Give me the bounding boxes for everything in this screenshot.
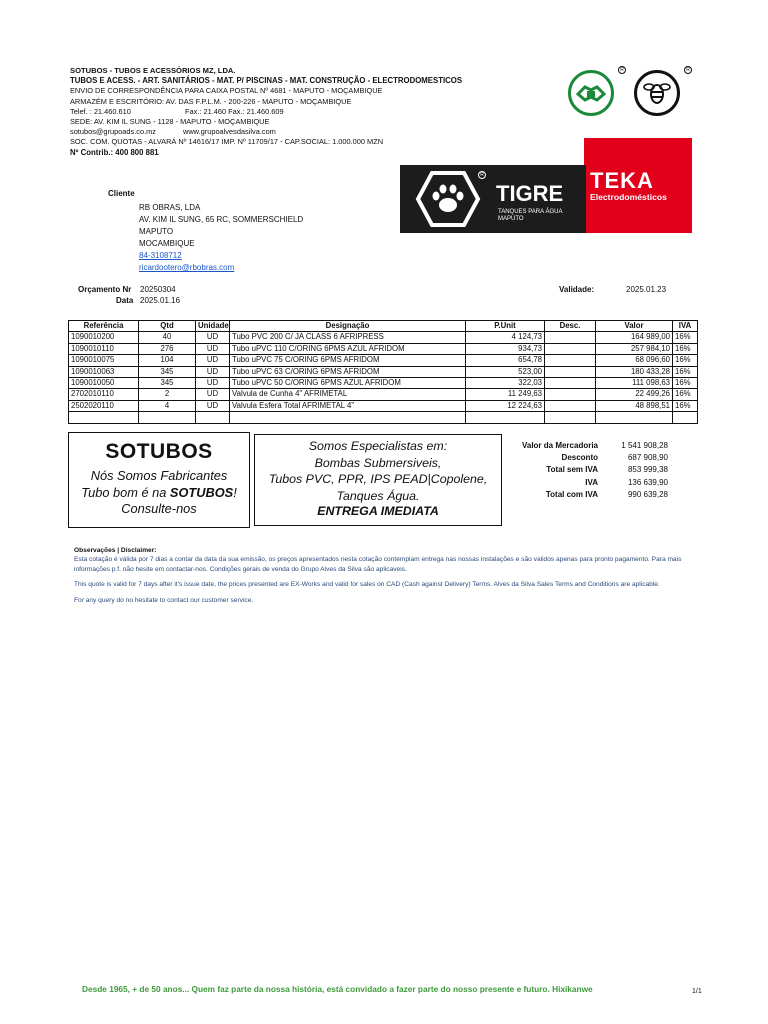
cell-value: 180 433,28 (596, 366, 673, 377)
total-label: Desconto (561, 453, 598, 463)
total-label: Total com IVA (545, 489, 598, 499)
column-header: IVA (673, 321, 698, 332)
table-row (69, 400, 698, 411)
teka-subtitle: Electrodomésticos (590, 192, 667, 202)
cell-qtd: 104 (139, 355, 196, 366)
spec-line1: Bombas Submersiveis, (314, 455, 442, 470)
client-email-link[interactable]: ricardootero@rbobras.com (139, 263, 235, 272)
specialists-promo-box (254, 434, 502, 526)
company-header (70, 66, 462, 158)
table-row (69, 332, 698, 343)
footer-slogan: Desde 1965, + de 50 anos... Quem faz parte da nossa história, está convidado a fazer parte do nosso presente e futuro. Hixikanwe (82, 984, 593, 994)
cell-unit: UD (196, 343, 230, 354)
cell-ref: 2702010110 (69, 389, 139, 400)
cell-unit-price: 654,78 (466, 355, 545, 366)
disclaimer-block (74, 546, 704, 611)
cell-discount (545, 343, 596, 354)
tigre-wordmark: TIGRE (496, 181, 564, 206)
table-row (69, 389, 698, 400)
column-header: Referência (69, 321, 139, 332)
quote-date: 2025.01.16 (140, 296, 181, 305)
validity-date: 2025.01.23 (626, 285, 667, 294)
spec-line3: Tanques Água. (336, 488, 420, 503)
company-contact-line (70, 127, 462, 137)
cell-unit-price: 11 249,63 (466, 389, 545, 400)
spec-line2: Tubos PVC, PPR, IPS PEAD|Copolene, (268, 472, 488, 486)
total-value: 136 639,90 (627, 477, 668, 487)
company-tagline: TUBOS E ACESS. - ART. SANITÁRIOS - MAT. P/ PISCINAS - MAT. CONSTRUÇÃO - ELECTRODOMESTICOS (70, 76, 463, 86)
cell-unit: UD (196, 366, 230, 377)
cell-discount (545, 366, 596, 377)
cell-ref: 1090010110 (69, 343, 139, 354)
cell-value: 48 898,51 (596, 400, 673, 411)
client-block (108, 188, 303, 274)
cell-value: 164 989,00 (596, 332, 673, 343)
cell-value: 111 098,63 (596, 378, 673, 389)
tigre-logo (400, 165, 586, 233)
cell-ref: 1090010050 (69, 378, 139, 389)
cell-designation: Tubo uPVC 50 C/ORING 6PMS AZUL AFRIDOM (230, 378, 466, 389)
totals-row (500, 464, 668, 476)
spec-title: Somos Especialistas em: (308, 439, 448, 453)
promo-line3: Consulte-nos (121, 501, 197, 516)
paw-hexagon-icon (412, 167, 484, 231)
total-value: 990 639,28 (627, 489, 668, 499)
quote-date-label: Data (116, 296, 134, 305)
registered-mark-icon: R (478, 171, 486, 179)
cell-ref: 1090010075 (69, 355, 139, 366)
table-row (69, 355, 698, 366)
client-city: MAPUTO (139, 227, 174, 236)
table-row (69, 366, 698, 377)
cell-unit: UD (196, 400, 230, 411)
cell-unit-price: 4 124,73 (466, 332, 545, 343)
totals-row (500, 489, 668, 501)
totals-row (500, 440, 668, 452)
validity-label: Validade: (559, 285, 595, 294)
cell-designation: Valvula Esfera Total AFRIMETAL 4" (230, 400, 466, 411)
cell-value: 68 096,60 (596, 355, 673, 366)
cell-ref: 2502020110 (69, 400, 139, 411)
cell-designation: Tubo PVC 200 C/ JA CLASS 6 AFRIPRESS (230, 332, 466, 343)
quote-number-label: Orçamento Nr (78, 285, 132, 294)
client-country: MOCAMBIQUE (139, 239, 195, 248)
cell-vat: 16% (673, 378, 698, 389)
cell-qtd: 345 (139, 366, 196, 377)
table-row (69, 343, 698, 354)
total-value: 853 999,38 (627, 465, 668, 475)
brand-logos (568, 66, 692, 118)
company-sede-line: SEDE: AV. KIM IL SUNG - 1128 - MAPUTO - MOÇAMBIQUE (70, 117, 270, 127)
cell-unit-price: 12 224,63 (466, 400, 545, 411)
disclaimer-pt: Esta cotação é válida por 7 dias a contar da data da sua emissão, os preços apresentados nesta cotação contemplam entrega nas nossas instalações e são validos apenas para pronto pagamento. Para mais informações p.f. não hesite em contactar-nos. Condições gerais de venda do Grupo Alves da Silva são aplicaveis. (74, 556, 682, 573)
cell-vat: 16% (673, 355, 698, 366)
cell-ref: 1090010200 (69, 332, 139, 343)
cell-qtd: 276 (139, 343, 196, 354)
cell-discount (545, 355, 596, 366)
cell-vat: 16% (673, 343, 698, 354)
cell-unit: UD (196, 389, 230, 400)
company-soc-line: SOC. COM. QUOTAS - ALVARÁ Nº 14616/17 IMP. Nº 11709/17 - CAP.SOCIAL: 1.000.000 MZN (70, 137, 384, 147)
company-web-link[interactable]: www.grupoalvesdasilva.com (183, 127, 276, 137)
column-header: Qtd (139, 321, 196, 332)
cell-unit-price: 934,73 (466, 343, 545, 354)
column-header: Desc. (545, 321, 596, 332)
registered-mark-icon: R (684, 66, 692, 74)
company-email-link[interactable]: sotubos@grupoads.co.mz (70, 127, 156, 137)
cell-designation: Tubo uPVC 75 C/ORING 6PMS AFRIDOM (230, 355, 466, 366)
cell-qtd: 345 (139, 378, 196, 389)
cell-value: 257 984,10 (596, 343, 673, 354)
cell-ref: 1090010063 (69, 366, 139, 377)
company-mail-line: ENVIO DE CORRESPONDÊNCIA PARA CAIXA POSTAL Nº 4681 - MAPUTO - MOÇAMBIQUE (70, 86, 383, 96)
column-header: Unidade (196, 321, 230, 332)
cell-unit-price: 322,03 (466, 378, 545, 389)
company-phone-line (70, 107, 462, 117)
bee-logo-icon (634, 70, 680, 116)
registered-mark-icon: R (618, 66, 626, 74)
total-label: IVA (585, 477, 598, 487)
table-row (69, 378, 698, 389)
spec-delivery: ENTREGA IMEDIATA (317, 504, 439, 518)
page-number: 1/1 (692, 988, 702, 995)
client-phone-link[interactable]: 84-3108712 (139, 251, 182, 260)
cell-discount (545, 332, 596, 343)
cell-designation: Tubo uPVC 110 C/ORING 6PMS AZUL AFRIDOM (230, 343, 466, 354)
company-fax: Fax.: 21.460 Fax.: 21.460.609 (185, 106, 284, 116)
cell-vat: 16% (673, 332, 698, 343)
total-value: 687 908,90 (627, 453, 668, 463)
cell-designation: Tubo uPVC 63 C/ORING 6PMS AFRIDOM (230, 366, 466, 377)
cell-discount (545, 400, 596, 411)
totals-row (500, 452, 668, 464)
cell-unit: UD (196, 332, 230, 343)
client-address: AV. KIM IL SUNG, 65 RC, SOMMERSCHIELD (139, 215, 304, 224)
promo-line1: Nós Somos Fabricantes (90, 468, 228, 483)
company-store-line: ARMAZÉM E ESCRITÓRIO: AV. DAS F.P.L.M. - 200-226 - MAPUTO - MOÇAMBIQUE (70, 96, 352, 106)
column-header: Valor (596, 321, 673, 332)
cell-unit-price: 523,00 (466, 366, 545, 377)
table-header-row (69, 321, 698, 332)
quote-number: 20250304 (140, 285, 176, 294)
company-name: SOTUBOS - TUBOS E ACESSÓRIOS MZ, LDA. (70, 66, 236, 75)
client-label: Cliente (108, 189, 135, 198)
company-telef: Telef. : 21.460.610 (70, 106, 131, 116)
cell-unit: UD (196, 355, 230, 366)
totals-row (500, 477, 668, 489)
cell-vat: 16% (673, 389, 698, 400)
cell-vat: 16% (673, 366, 698, 377)
disclaimer-heading: Observações | Disclaimer: (74, 547, 157, 554)
total-label: Valor da Mercadoria (521, 441, 598, 450)
cell-designation: Valvula de Cunha 4" AFRIMETAL (230, 389, 466, 400)
disclaimer-contact: For any query do no hesitate to contact our customer service. (74, 596, 254, 604)
total-value: 1 541 908,28 (621, 441, 668, 450)
company-contrib: Nº Contrib.: 400 800 881 (70, 147, 159, 157)
column-header: Designação (230, 321, 466, 332)
cell-qtd: 40 (139, 332, 196, 343)
teka-wordmark: TEKA (590, 168, 654, 193)
items-table (68, 320, 698, 424)
promo-line2: Tubo bom é na SOTUBOS! (81, 484, 237, 500)
total-label: Total sem IVA (546, 465, 598, 475)
cell-value: 22 499,26 (596, 389, 673, 400)
cell-discount (545, 389, 596, 400)
cell-vat: 16% (673, 400, 698, 411)
column-header: P.Unit (466, 321, 545, 332)
cell-discount (545, 378, 596, 389)
cell-qtd: 4 (139, 400, 196, 411)
handshake-logo-icon (568, 70, 614, 116)
promo-brand: SOTUBOS (105, 440, 213, 463)
disclaimer-en: This quote is valid for 7 days after it's issue date, the prices presented are EX-Works and valid for sales on CAD (Cash against Delivery) Terms. Alves da Silva Sales Terms and Conditions are aplicable. (74, 581, 660, 589)
cell-qtd: 2 (139, 389, 196, 400)
client-name: RB OBRAS, LDA (139, 203, 201, 212)
totals-block (500, 440, 668, 501)
tigre-subtitle: TANQUES PARA ÁGUA MAPUTO (498, 209, 563, 222)
teka-logo (584, 138, 692, 233)
sotubos-promo-box (68, 432, 250, 528)
cell-unit: UD (196, 378, 230, 389)
table-row-empty (69, 412, 698, 423)
